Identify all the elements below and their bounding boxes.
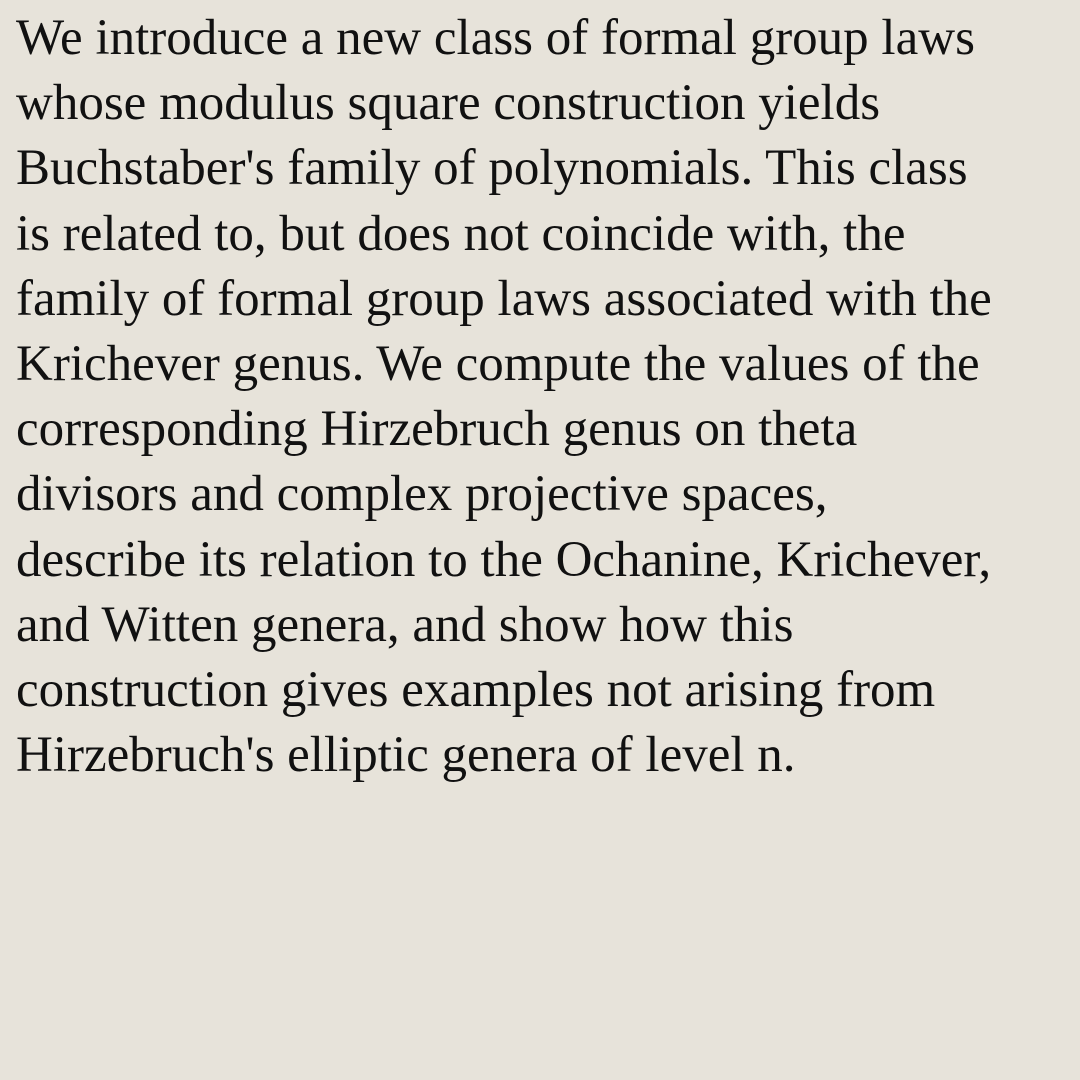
abstract-text [16, 6, 1066, 788]
abstract-line-1: We introduce a new class of formal group laws [16, 10, 975, 66]
abstract-line-2: whose modulus square construction yields [16, 75, 881, 132]
abstract-line-12: Hirzebruch's elliptic genera of level n. [16, 727, 796, 784]
abstract-line-11: construction gives examples not arising from [16, 662, 936, 719]
abstract-line-8: divisors and complex projective spaces, [16, 466, 828, 523]
abstract-line-5: family of formal group laws associated with the [16, 270, 992, 327]
abstract-line-10: and Witten genera, and show how this [16, 596, 794, 653]
abstract-line-7: corresponding Hirzebruch genus on theta [16, 401, 858, 458]
abstract-line-6: Krichever genus. We compute the values of the [16, 336, 980, 393]
abstract-line-4: is related to, but does not coincide with, the [16, 205, 906, 262]
abstract-line-9: describe its relation to the Ochanine, Krichever, [16, 531, 992, 588]
abstract-line-3: Buchstaber's family of polynomials. This class [16, 140, 968, 197]
